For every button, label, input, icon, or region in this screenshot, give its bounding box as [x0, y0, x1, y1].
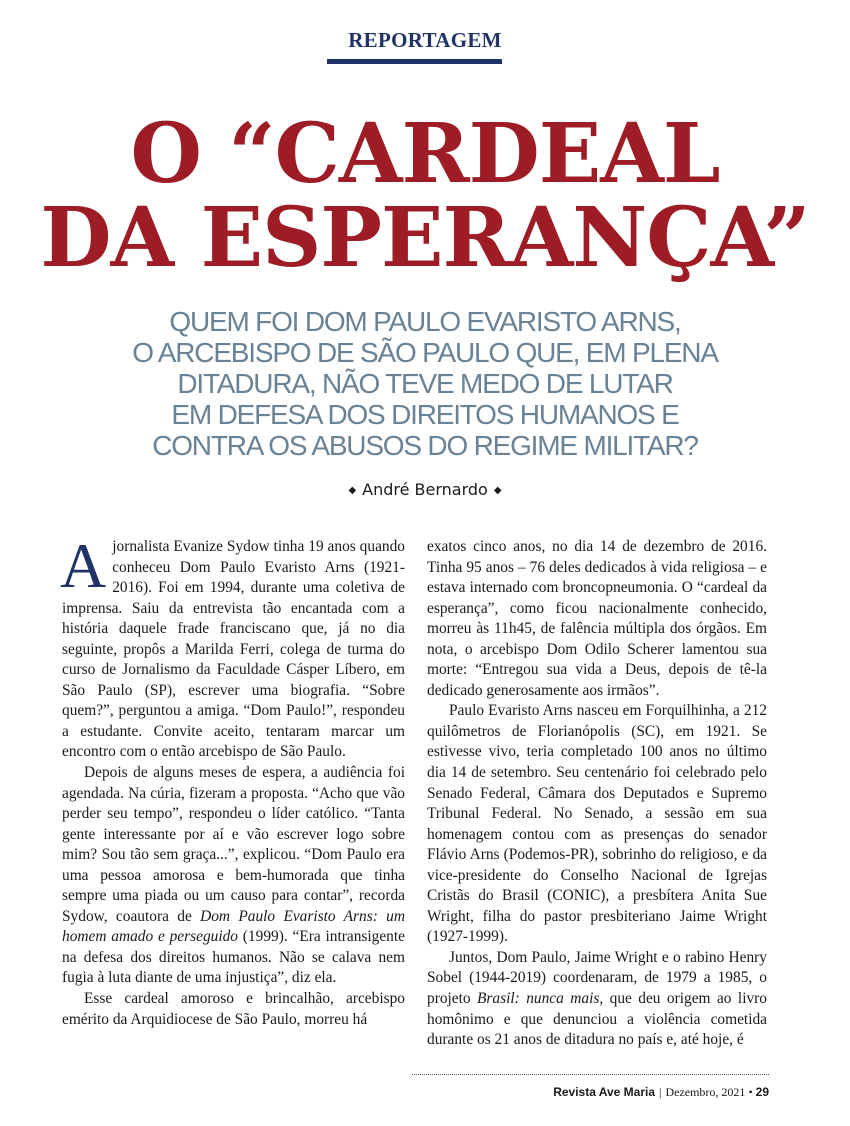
book-title: Dom Paulo Evaristo Arns: um homem amado e perseguido — [62, 907, 405, 946]
author-name: André Bernardo — [362, 480, 488, 499]
issue-date: Dezembro, 2021 — [665, 1085, 746, 1099]
diamond-icon: ◆ — [348, 485, 357, 496]
footer-separator: | — [659, 1085, 662, 1099]
paragraph: Paulo Evaristo Arns nasceu em Forquilhinha, a 212 quilômetros de Florianópolis (SC), em 1921. Se estivesse vivo, teria completado 100 anos no último dia 14 de setembro. Seu centenário foi celebrado pelo Senado Federal, Câmara dos Deputados e Supremo Tribunal Federal. No Senado, a sessão em sua homenagem contou com as presenças do senador Flávio Arns (Podemos-PR), sobrinho do religioso, e da vice-presidente do Conselho Nacional de Igrejas Cristãs do Brasil (CONIC), a presbítera Anita Sue Wright, filha do pastor presbiteriano Jaime Wright (1927-1999). — [427, 702, 767, 946]
article-column-left — [60, 530, 405, 1030]
subtitle-line: CONTRA OS ABUSOS DO REGIME MILITAR? — [152, 430, 698, 461]
article-column-right — [427, 537, 767, 1051]
article-subtitle — [125, 306, 725, 461]
project-title: Brasil: nunca mais — [477, 990, 600, 1008]
magazine-name: Revista Ave Maria — [553, 1085, 656, 1099]
section-label: REPORTAGEM — [348, 28, 502, 52]
paragraph-continued: exatos cinco anos, no dia 14 de dezembro de 2016. Tinha 95 anos – 76 deles dedicados à vida religiosa – e estava internado com broncopneumonia. O “cardeal da esperança”, como ficou nacionalmente conhecido, morreu às 11h45, de falência múltipla dos órgãos. Em nota, o arcebispo Dom Odilo Scherer lamentou sua morte: “Entregou sua vida a Deus, depois de tê-la dedicado generosamente aos irmãos”. — [427, 538, 767, 699]
paragraph: Esse cardeal amoroso e brincalhão, arcebispo emérito da Arquidiocese de São Paulo, morreu há — [62, 990, 405, 1028]
page-number: 29 — [755, 1085, 769, 1099]
title-line-1: O “CARDEAL — [130, 106, 720, 202]
paragraph: Depois de alguns meses de espera, a audiência foi agendada. Na cúria, fizeram a proposta. “Acho que vão perder seu tempo”, respondeu o líder católico. “Tanta gente interessante por aí e vão escrever logo sobre mim? Sou tão sem graça...”, explicou. “Dom Paulo era uma pessoa amorosa e bem-humorada que tinha sempre uma piada ou um causo para contar”, recorda Sydow, coautora de Dom Paulo Evaristo Arns: um homem amado e perseguido (1999). “Era intransigente na defesa dos direitos humanos. Não se calava nem fugia à luta diante de uma injustiça”, diz ela. — [62, 764, 405, 987]
subtitle-line: EM DEFESA DOS DIREITOS HUMANOS E — [171, 399, 679, 430]
subtitle-line: DITADURA, NÃO TEVE MEDO DE LUTAR — [177, 368, 673, 399]
footer-divider — [412, 1074, 769, 1075]
paragraph: Ajornalista Evanize Sydow tinha 19 anos quando conheceu Dom Paulo Evaristo Arns (1921-2016). Foi em 1994, durante uma coletiva de imprensa. Saiu da entrevista tão encantada com a história daquele frade franciscano que, já no dia seguinte, propôs a Marilda Ferri, colega de turma do curso de Jornalismo da Faculdade Cásper Líbero, em São Paulo (SP), escrever uma biografia. “Sobre quem?”, perguntou a amiga. “Dom Paulo!”, respondeu a estudante. Convite aceito, tentaram marcar um encontro com o então arcebispo de São Paulo. — [60, 530, 405, 761]
paragraph: Juntos, Dom Paulo, Jaime Wright e o rabino Henry Sobel (1944-2019) coordenaram, de 1979 a 1985, o projeto Brasil: nunca mais, que deu origem ao livro homônimo e que denunciou a violência cometida durante os 21 anos de ditadura no país e, até hoje, é — [427, 948, 767, 1049]
title-line-2: DA ESPERANÇA” — [40, 190, 810, 286]
byline — [0, 480, 850, 499]
section-underline — [327, 59, 502, 64]
subtitle-line: QUEM FOI DOM PAULO EVARISTO ARNS, — [169, 306, 681, 337]
diamond-icon: ◆ — [493, 485, 502, 496]
subtitle-line: O ARCEBISPO DE SÃO PAULO QUE, EM PLENA — [132, 337, 718, 368]
article-title — [0, 106, 850, 286]
page-footer — [412, 1085, 769, 1100]
footer-bullet: • — [748, 1085, 753, 1099]
drop-cap: A — [60, 530, 107, 601]
